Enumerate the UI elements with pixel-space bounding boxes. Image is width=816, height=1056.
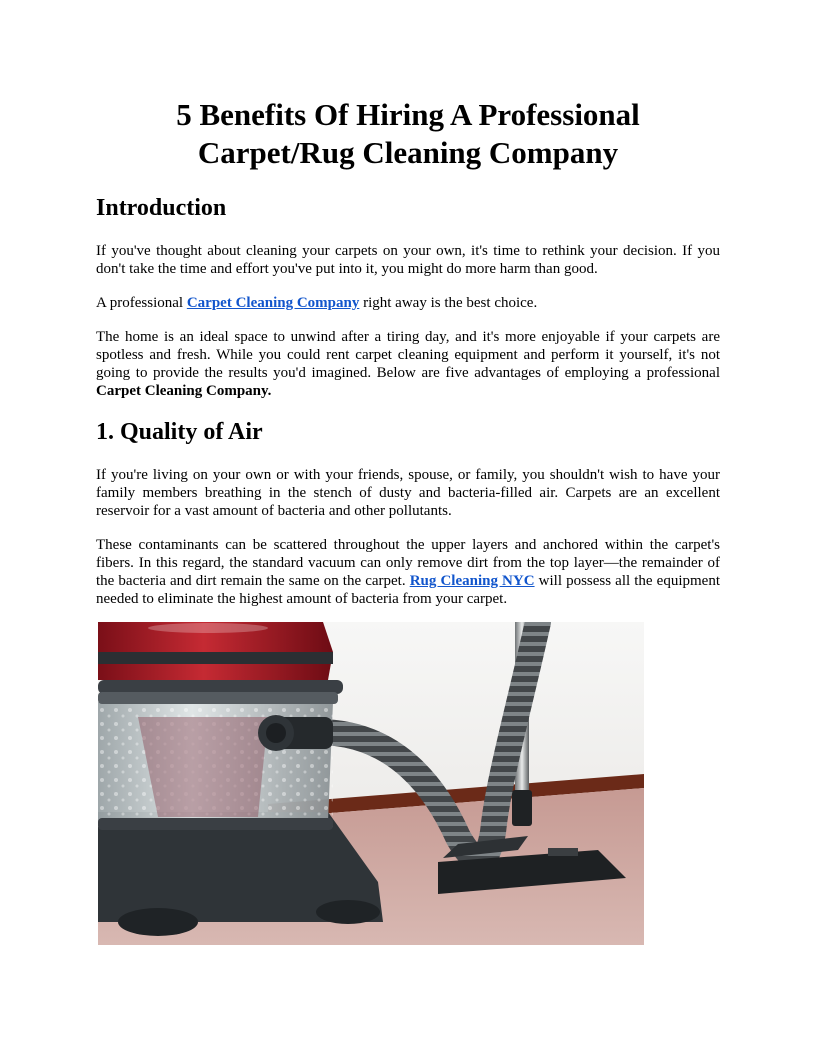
intro-p2-text-before: A professional (96, 295, 187, 311)
air-paragraph-2 (96, 536, 720, 608)
air-p2-text-before: These contaminants can be scattered throughout the upper layers and anchored within the carpet's fibers. In this regard, the standard vacuum can only remove dirt from the top layer—the remainder of the bacteria and dirt remain the same on the carpet. (96, 537, 720, 589)
intro-p3-bold: Carpet Cleaning Company. (96, 383, 272, 399)
document-title (96, 96, 720, 172)
intro-p2-text-after: right away is the best choice. (359, 295, 538, 311)
vacuum-cleaner-illustration (98, 622, 644, 945)
quality-of-air-heading: 1. Quality of Air (96, 419, 263, 445)
air-paragraph-1: If you're living on your own or with your friends, spouse, or family, you shouldn't wish to have your family members breathing in the stench of dusty and bacteria-filled air. Carpets are an excellent reservoir for a vast amount of bacteria and other pollutants. (96, 467, 720, 519)
title-line-2: Carpet/Rug Cleaning Company (197, 135, 619, 170)
title-line-1: 5 Benefits Of Hiring A Professional (176, 97, 640, 132)
intro-paragraph-1: If you've thought about cleaning your carpets on your own, it's time to rethink your decision. If you don't take the time and effort you've put into it, you might do more harm than good. (96, 243, 720, 277)
rug-cleaning-nyc-link[interactable]: Rug Cleaning NYC (409, 573, 535, 589)
intro-paragraph-2 (96, 294, 720, 312)
introduction-heading: Introduction (96, 195, 227, 221)
vacuum-cleaner-photo (98, 622, 644, 945)
document-page (96, 96, 720, 608)
intro-paragraph-3 (96, 328, 720, 400)
air-p2-text-after: will possess all the equipment needed to eliminate the highest amount of bacteria from your carpet. (96, 573, 720, 607)
intro-p3-text: The home is an ideal space to unwind after a tiring day, and it's more enjoyable if your carpets are spotless and fresh. While you could rent carpet cleaning equipment and perform it yourself, it's not going to provide the results you'd imagined. Below are five advantages of employing a professional (96, 329, 720, 381)
carpet-cleaning-company-link[interactable]: Carpet Cleaning Company (186, 295, 360, 311)
